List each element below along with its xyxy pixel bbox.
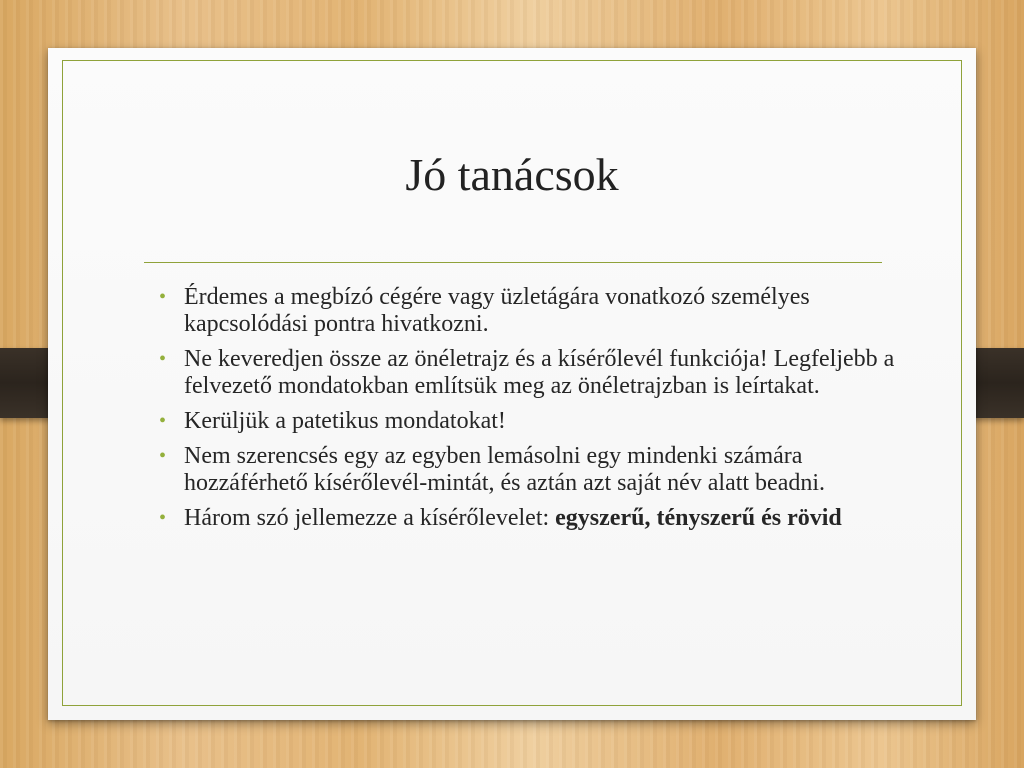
title-divider [144,262,882,263]
bullet-item [159,284,904,338]
bullet-item [159,505,904,532]
bullet-bold-text: egyszerű, tényszerű és rövid [555,505,842,531]
bullet-dot-icon: • [159,348,167,370]
slide-title: Jó tanácsok [405,149,619,200]
slide-paper [48,48,976,720]
bullet-item [159,443,904,497]
bullet-list [159,284,904,540]
bullet-dot-icon: • [159,410,167,432]
bullet-text: Ne keveredjen össze az önéletrajz és a kísérőlevél funkciója! Legfeljebb a felvezető mondatokban említsük meg az önéletrajzban is leírtakat. [184,346,895,399]
bullet-text: Nem szerencsés egy az egyben lemásolni egy mindenki számára hozzáférhető kísérőlevél-mintát, és aztán azt saját név alatt beadni. [184,443,826,496]
bullet-text: Kerüljük a patetikus mondatokat! [184,408,506,434]
bullet-item [159,346,904,400]
bullet-text: Három szó jellemezze a kísérőlevelet: [184,505,556,531]
bullet-dot-icon: • [159,286,167,308]
bullet-item [159,408,904,435]
bullet-text: Érdemes a megbízó cégére vagy üzletágára vonatkozó személyes kapcsolódási pontra hivatkozni. [184,284,810,337]
bullet-dot-icon: • [159,507,167,529]
bullet-dot-icon: • [159,445,167,467]
